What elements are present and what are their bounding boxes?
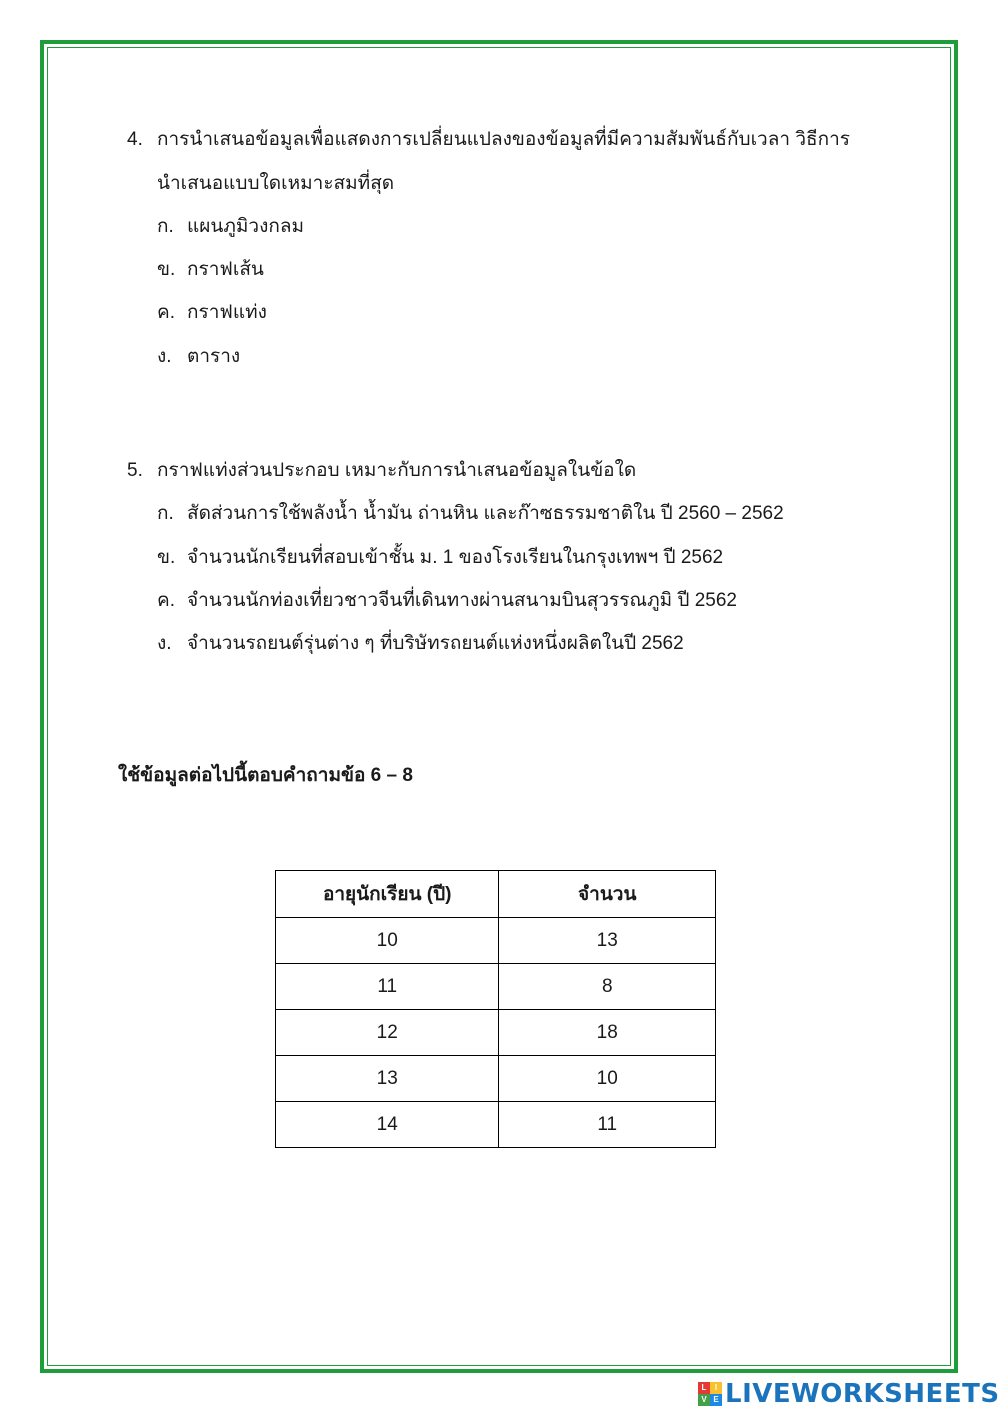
q5-option-label: ค.	[157, 590, 175, 611]
question-5-text: กราฟแท่งส่วนประกอบ เหมาะกับการนำเสนอข้อมูลในข้อใด	[157, 460, 637, 481]
cell-age: 14	[276, 1102, 499, 1148]
cell-count: 10	[499, 1056, 716, 1102]
q5-option-label: ข.	[157, 547, 176, 568]
cell-age: 12	[276, 1010, 499, 1056]
column-header-count: จำนวน	[499, 871, 716, 918]
q4-option-label: ค.	[157, 302, 175, 323]
column-header-age: อายุนักเรียน (ปี)	[276, 871, 499, 918]
table-row	[276, 1102, 716, 1148]
liveworksheets-logo[interactable]	[698, 1379, 1000, 1409]
page-frame-inner	[47, 47, 951, 1366]
question-4-text-line2: นำเสนอแบบใดเหมาะสมที่สุด	[157, 173, 395, 194]
cell-count: 11	[499, 1102, 716, 1148]
cell-count: 8	[499, 964, 716, 1010]
q4-option-text[interactable]: กราฟเส้น	[187, 259, 264, 280]
question-4-text-line1: การนำเสนอข้อมูลเพื่อแสดงการเปลี่ยนแปลงของข้อมูลที่มีความสัมพันธ์กับเวลา วิธีการ	[157, 129, 850, 150]
q5-option-text[interactable]: จำนวนนักเรียนที่สอบเข้าชั้น ม. 1 ของโรงเรียนในกรุงเทพฯ ปี 2562	[187, 547, 724, 568]
q5-option-text[interactable]: สัดส่วนการใช้พลังน้ำ น้ำมัน ถ่านหิน และก๊าซธรรมชาติใน ปี 2560 – 2562	[187, 503, 784, 524]
q4-option-text[interactable]: กราฟแท่ง	[187, 302, 267, 323]
question-4-number: 4.	[127, 129, 143, 150]
age-count-table	[275, 870, 716, 1148]
cell-count: 18	[499, 1010, 716, 1056]
question-5-number: 5.	[127, 460, 143, 481]
q4-option-text[interactable]: แผนภูมิวงกลม	[187, 216, 305, 237]
q4-option-label: ง.	[157, 346, 172, 367]
instruction-heading: ใช้ข้อมูลต่อไปนี้ตอบคำถามข้อ 6 – 8	[118, 765, 413, 786]
q5-option-text[interactable]: จำนวนรถยนต์รุ่นต่าง ๆ ที่บริษัทรถยนต์แห่งหนึ่งผลิตในปี 2562	[187, 633, 684, 654]
live-blocks-icon: L I V E	[698, 1382, 722, 1406]
table-row	[276, 918, 716, 964]
table-row	[276, 1056, 716, 1102]
q5-option-label: ก.	[157, 503, 174, 524]
table-row	[276, 1010, 716, 1056]
table-header-row	[276, 871, 716, 918]
cell-count: 13	[499, 918, 716, 964]
table-row	[276, 964, 716, 1010]
cell-age: 11	[276, 964, 499, 1010]
q4-option-label: ก.	[157, 216, 174, 237]
q4-option-text[interactable]: ตาราง	[187, 346, 241, 367]
cell-age: 10	[276, 918, 499, 964]
cell-age: 13	[276, 1056, 499, 1102]
q4-option-label: ข.	[157, 259, 176, 280]
q5-option-label: ง.	[157, 633, 172, 654]
brand-name: LIVEWORKSHEETS	[725, 1379, 1000, 1409]
q5-option-text[interactable]: จำนวนนักท่องเที่ยวชาวจีนที่เดินทางผ่านสนามบินสุวรรณภูมิ ปี 2562	[187, 590, 737, 611]
